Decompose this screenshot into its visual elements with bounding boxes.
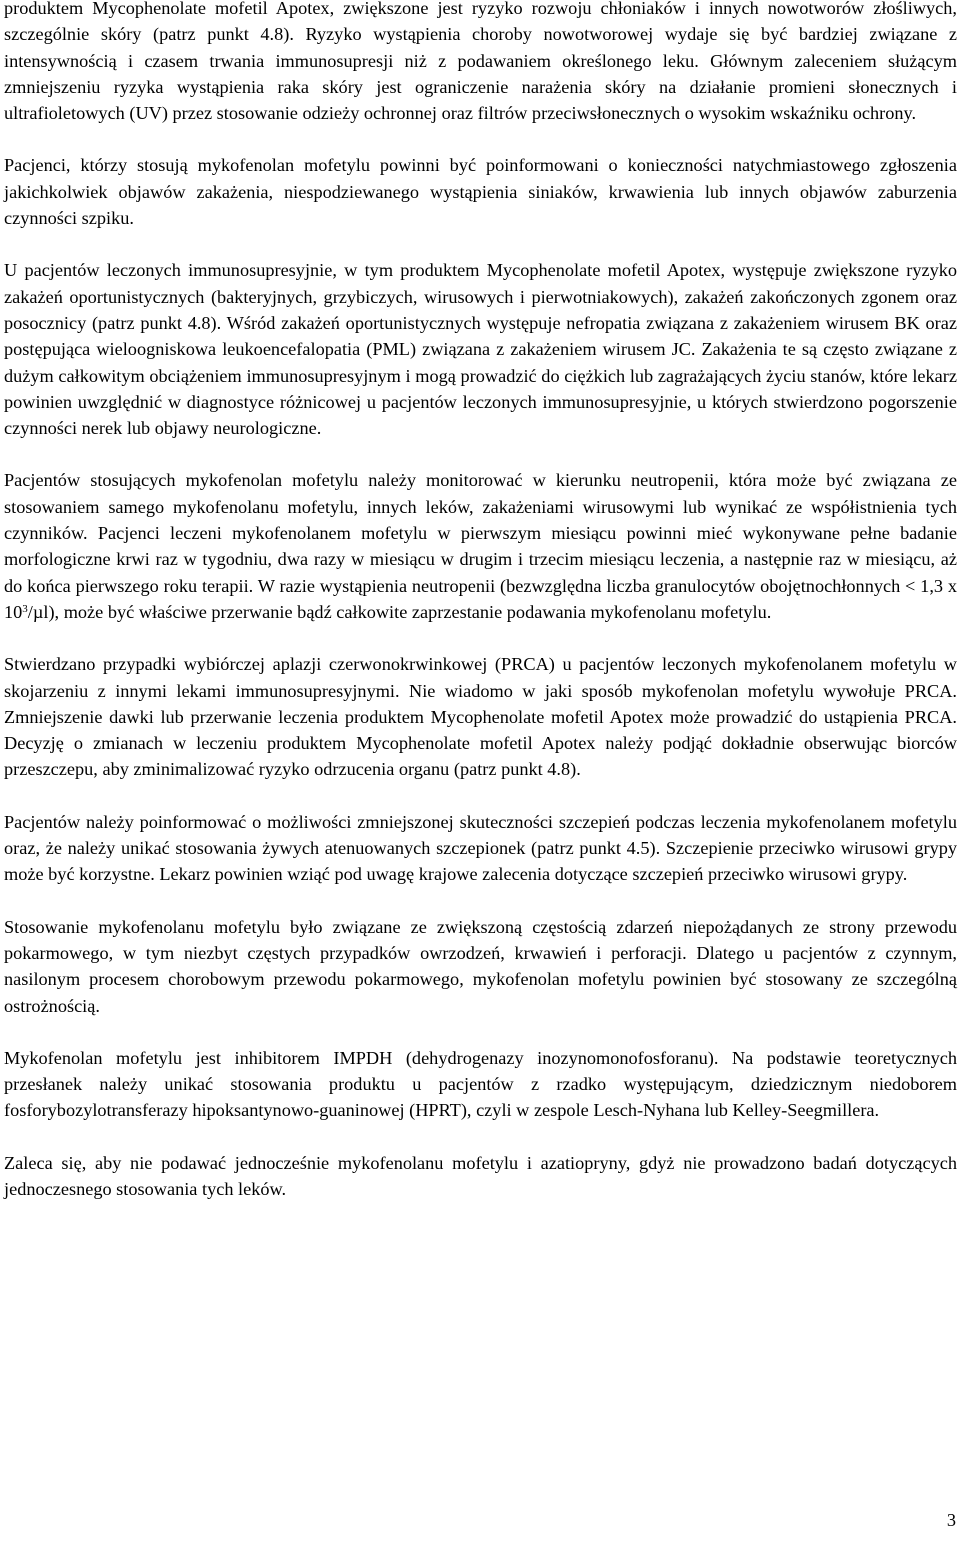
document-page xyxy=(4,0,957,1202)
paragraph-opportunistic-infections: U pacjentów leczonych immunosupresyjnie, w tym produktem Mycophenolate mofetil Apotex, występuje zwiększone ryzyko zakażeń oportunistycznych (bakteryjnych, grzybiczych, wirusowych i pierwotniakowych), zakażeń zakończonych zgonem oraz posocznicy (patrz punkt 4.8). Wśród zakażeń oportunistycznych występuje nefropatia związana z zakażeniem wirusem BK oraz postępująca wieloogniskowa leukoencefalopatia (PML) związana z zakażeniem wirusem JC. Zakażenia te są często związane z dużym całkowitym obciążeniem immunosupresyjnym i mogą prowadzić do ciężkich lub zagrażających życiu stanów, które lekarz powinien uwzględnić w diagnostyce różnicowej u pacjentów leczonych immunosupresyjnie, u których stwierdzono pogorszenie czynności nerek lub objawy neurologiczne. xyxy=(4,260,957,439)
paragraph-cancer-risk: produktem Mycophenolate mofetil Apotex, zwiększone jest ryzyko rozwoju chłoniaków i innych nowotworów złośliwych, szczególnie skóry (patrz punkt 4.8). Ryzyko wystąpienia choroby nowotworowej wydaje się być bardziej związane z intensywnością i czasem trwania immunosupresji niż z podawaniem określonego leku. Głównym zaleceniem służącym zmniejszeniu ryzyka wystąpienia raka skóry jest ograniczenie narażenia skóry na działanie promieni słonecznych i ultrafioletowych (UV) przez stosowanie odzieży ochronnej oraz filtrów przeciwsłonecznych o wysokim wskaźniku ochrony. xyxy=(4,0,957,124)
paragraph-azathioprine: Zaleca się, aby nie podawać jednocześnie mykofenolanu mofetylu i azatiopryny, gdyż nie prowadzono badań dotyczących jednoczesnego stosowania tych leków. xyxy=(4,1152,957,1199)
paragraph-vaccination: Pacjentów należy poinformować o możliwości zmniejszonej skuteczności szczepień podczas leczenia mykofenolanem mofetylu oraz, że należy unikać stosowania żywych atenuowanych szczepionek (patrz punkt 4.5). Szczepienie przeciwko wirusowi grypy może być korzystne. Lekarz powinien wziąć pod uwagę krajowe zalecenia dotyczące szczepień przeciwko wirusowi grypy. xyxy=(4,811,957,885)
page-number: 3 xyxy=(946,1510,956,1530)
paragraph-gastrointestinal: Stosowanie mykofenolanu mofetylu było związane ze zwiększoną częstością zdarzeń niepożądanych ze strony przewodu pokarmowego, w tym niezbyt częstych przypadków owrzodzeń, krwawień i perforacji. Dlatego u pacjentów z czynnym, nasilonym procesem chorobowym przewodu pokarmowego, mykofenolan mofetylu powinien być stosowany ze szczególną ostrożnością. xyxy=(4,916,957,1016)
paragraph-prca: Stwierdzano przypadki wybiórczej aplazji czerwonokrwinkowej (PRCA) u pacjentów leczonych mykofenolanem mofetylu w skojarzeniu z innymi lekami immunosupresyjnymi. Nie wiadomo w jaki sposób mykofenolan mofetylu wywołuje PRCA. Zmniejszenie dawki lub przerwanie leczenia produktem Mycophenolate mofetil Apotex może prowadzić do ustąpienia PRCA. Decyzję o zmianach w leczeniu produktem Mycophenolate mofetil Apotex należy podjąć dokładnie obserwując biorców przeszczepu, aby zminimalizować ryzyko odrzucenia organu (patrz punkt 4.8). xyxy=(4,654,957,780)
paragraph-infection-symptoms: Pacjenci, którzy stosują mykofenolan mofetylu powinni być poinformowani o konieczności natychmiastowego zgłoszenia jakichkolwiek objawów zakażenia, niespodziewanego wystąpienia siniaków, krwawienia lub innych objawów zaburzenia czynności szpiku. xyxy=(4,155,957,229)
superscript-exponent: 3 xyxy=(22,602,28,615)
paragraph-impdh-hprt: Mykofenolan mofetylu jest inhibitorem IMPDH (dehydrogenazy inozynomonofosforanu). Na podstawie teoretycznych przesłanek należy unikać stosowania produktu u pacjentów z rzadko występującym, dziedzicznym niedoborem fosforybozylotransferazy hipoksantynowo-guaninowej (HPRT), czyli w zespole Lesch-Nyhana lub Kelley-Seegmillera. xyxy=(4,1047,957,1121)
paragraph-neutropenia xyxy=(4,467,957,625)
neutropenia-text-after: /µl), może być właściwe przerwanie bądź całkowite zaprzestanie podawania mykofenolanu mofetylu. xyxy=(27,601,772,622)
neutropenia-text-before: Pacjentów stosujących mykofenolan mofetylu należy monitorować w kierunku neutropenii, która może być związana ze stosowaniem samego mykofenolanu mofetylu, innych leków, zakażeniami wirusowymi lub wynikać ze współistnienia tych czynników. Pacjenci leczeni mykofenolanem mofetylu w pierwszym miesiącu powinni mieć wykonywane pełne badanie morfologiczne krwi raz w tygodniu, dwa razy w miesiącu w drugim i trzecim miesiącu leczenia, a następnie raz w miesiącu, aż do końca pierwszego roku terapii. W razie wystąpienia neutropenii (bezwzględna liczba granulocytów obojętnochłonnych < 1,3 x 10 xyxy=(4,470,957,622)
